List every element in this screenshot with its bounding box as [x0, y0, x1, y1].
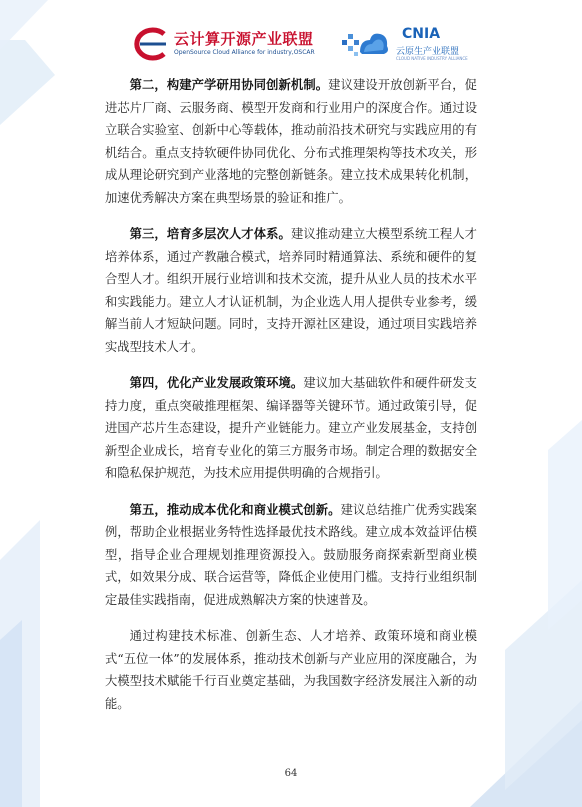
paragraph-lead: 第四，优化产业发展政策环境。: [129, 375, 304, 390]
cnia-logo-en: CLOUD NATIVE INDUSTRY ALLIANCE: [396, 56, 468, 61]
oscar-logo-en: OpenSource Cloud Alliance for industry,OSCAR: [174, 49, 315, 56]
document-body: [105, 74, 477, 729]
cnia-logo-text: CNIA: [402, 26, 441, 42]
paragraph-text: 建议建设开放创新平台，促进芯片厂商、云服务商、模型开发商和行业用户的深度合作。通过设立联合实验室、创新中心等载体，推动前沿技术研究与实践应用的有机结合。重点支持软硬件协同优化、分布式推理架构等技术攻关，形成从理论研究到产业落地的完整创新链条。建立技术成果转化机制，加速优秀解决方案在典型场景的验证和推广。: [105, 78, 477, 205]
paragraph-collaborative-innovation: [105, 74, 477, 209]
paragraph-text: 通过构建技术标准、创新生态、人才培养、政策环境和商业模式“五位一体”的发展体系，推动技术创新与产业应用的深度融合，为大模型技术赋能千行百业奠定基础，为我国数字经济发展注入新的动能。: [105, 629, 477, 711]
paragraph-policy-environment: [105, 372, 477, 485]
oscar-logo-mark-icon: [130, 26, 170, 62]
cnia-logo-cn: 云原生产业联盟: [396, 47, 460, 57]
oscar-logo-cn: 云计算开源产业联盟: [174, 30, 314, 48]
deco-right-edge-shape: [548, 420, 582, 630]
page-header: [0, 0, 582, 80]
paragraph-text: 建议加大基础软件和硬件研发支持力度，重点突破推理框架、编译器等关键环节。通过政策引导，促进国产芯片生态建设，提升产业链能力。建立产业发展基金，支持创新型企业成长，培育专业化的第三方服务市场。制定合理的数据安全和隐私保护规范，为技术应用提供明确的合规指引。: [105, 376, 477, 480]
paragraph-talent-system: [105, 223, 477, 358]
oscar-logo: [130, 24, 320, 64]
paragraph-business-model: [105, 499, 477, 612]
paragraph-lead: 第三，培育多层次人才体系。: [129, 226, 291, 241]
paragraph-lead: 第二，构建产学研用协同创新机制。: [129, 77, 329, 92]
paragraph-lead: 第五，推动成本优化和商业模式创新。: [129, 501, 341, 517]
cnia-cloud-logo-icon: [340, 26, 390, 64]
paragraph-conclusion: [105, 625, 477, 715]
cnia-logo: [340, 22, 470, 68]
paragraph-text: 建议总结推广优秀实践案例，帮助企业根据业务特性选择最优技术路线。建立成本效益评估模型，指导企业合理规划推理资源投入。鼓励服务商探索新型商业模式，如效果分成、联合运营等，降低企业使用门槛。支持行业组织制定最佳实践指南，促进成熟解决方案的快速普及。: [105, 502, 477, 607]
paragraph-text: 建议推动建立大模型系统工程人才培养体系，通过产教融合模式，培养同时精通算法、系统和硬件的复合型人才。组织开展行业培训和技术交流，提升从业人员的技术水平和实践能力。建立人才认证机制，为企业选人用人提供专业参考，缓解当前人才短缺问题。同时，支持开源社区建设，通过项目实践培养实战型技术人才。: [105, 227, 477, 354]
page-number: 64: [284, 768, 298, 779]
